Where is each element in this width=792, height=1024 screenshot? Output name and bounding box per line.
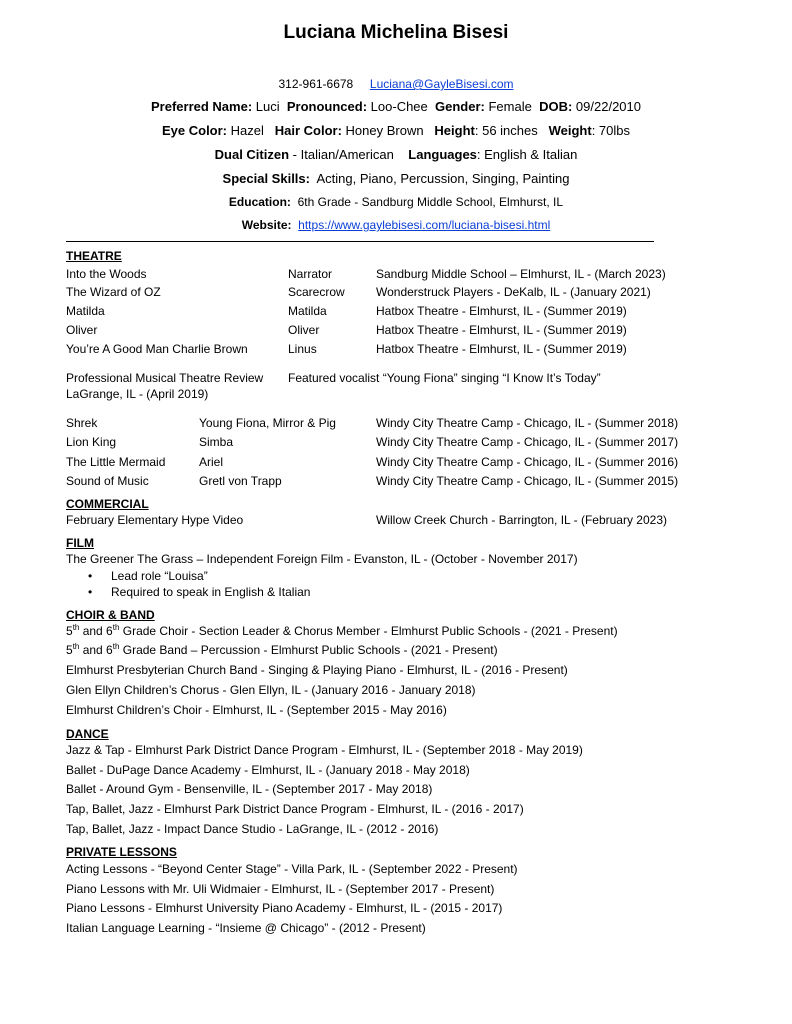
- theatre-title: Shrek: [66, 416, 98, 430]
- education: 6th Grade - Sandburg Middle School, Elmhurst, IL: [297, 195, 564, 209]
- theatre-role: Young Fiona, Mirror & Pig: [199, 416, 336, 430]
- eye-color-label: Eye Color:: [162, 123, 228, 138]
- grade-number: 5: [66, 624, 73, 638]
- choir-entry-text: Grade Band – Percussion - Elmhurst Public Schools - (2021 - Present): [119, 643, 498, 657]
- theatre-role: Simba: [199, 435, 234, 449]
- dob: 09/22/2010: [575, 99, 641, 114]
- skills-label: Special Skills:: [222, 171, 310, 186]
- website-line: [0, 218, 792, 232]
- dance-heading: DANCE: [66, 727, 109, 741]
- education-label: Education:: [228, 195, 291, 209]
- skills-line: [0, 171, 792, 186]
- lesson-entry: Italian Language Learning - “Insieme @ Chicago” - (2012 - Present): [66, 921, 426, 935]
- pronounced: Loo-Chee: [370, 99, 428, 114]
- personal-info-line-2: [0, 123, 792, 138]
- citizen-line: [0, 147, 792, 162]
- theatre-title: The Little Mermaid: [66, 455, 166, 469]
- choir-entry: Elmhurst Children’s Choir - Elmhurst, IL - (September 2015 - May 2016): [66, 703, 447, 717]
- phone: 312-961-6678: [278, 77, 354, 91]
- ordinal-suffix: th: [112, 623, 120, 632]
- theatre-venue: Windy City Theatre Camp - Chicago, IL - (Summer 2018): [376, 416, 679, 430]
- ordinal-suffix: th: [72, 623, 80, 632]
- theatre-title: Lion King: [66, 435, 117, 449]
- theatre-role: Linus: [288, 342, 317, 356]
- film-heading: FILM: [66, 536, 94, 550]
- gender: Female: [488, 99, 532, 114]
- review-description: Featured vocalist “Young Fiona” singing “I Know It’s Today”: [288, 371, 601, 385]
- theatre-title: Into the Woods: [66, 267, 147, 281]
- theatre-role: Scarecrow: [288, 285, 345, 299]
- theatre-title: Oliver: [66, 323, 98, 337]
- film-entry: The Greener The Grass – Independent Foreign Film - Evanston, IL - (October - November 2017): [66, 552, 578, 566]
- preferred-name: Luci: [255, 99, 280, 114]
- ordinal-suffix: th: [72, 642, 80, 651]
- theatre-venue: Windy City Theatre Camp - Chicago, IL - (Summer 2015): [376, 474, 679, 488]
- weight: : 70lbs: [591, 123, 630, 138]
- theatre-title: Matilda: [66, 304, 105, 318]
- theatre-role: Oliver: [288, 323, 320, 337]
- dance-entry: Tap, Ballet, Jazz - Elmhurst Park District Dance Program - Elmhurst, IL - (2016 - 2017): [66, 802, 524, 816]
- choir-heading: CHOIR & BAND: [66, 608, 155, 622]
- dance-entry: Jazz & Tap - Elmhurst Park District Dance Program - Elmhurst, IL - (September 2018 - May 2019): [66, 743, 583, 757]
- choir-entry: Elmhurst Presbyterian Church Band - Singing & Playing Piano - Elmhurst, IL - (2016 - Present): [66, 663, 568, 677]
- pronounced-label: Pronounced:: [286, 99, 368, 114]
- theatre-title: You’re A Good Man Charlie Brown: [66, 342, 248, 356]
- eye-color: Hazel: [230, 123, 264, 138]
- height: : 56 inches: [474, 123, 538, 138]
- weight-label: Weight: [548, 123, 592, 138]
- website-link[interactable]: https://www.gaylebisesi.com/luciana-bisesi.html: [298, 218, 551, 232]
- dance-entry: Ballet - Around Gym - Bensenville, IL - (September 2017 - May 2018): [66, 782, 433, 796]
- theatre-role: Matilda: [288, 304, 327, 318]
- website-label: Website:: [241, 218, 292, 232]
- theatre-venue: Windy City Theatre Camp - Chicago, IL - (Summer 2017): [376, 435, 679, 449]
- theatre-venue: Windy City Theatre Camp - Chicago, IL - (Summer 2016): [376, 455, 679, 469]
- commercial-title: February Elementary Hype Video: [66, 513, 244, 527]
- choir-entry: [66, 624, 618, 638]
- gender-label: Gender:: [435, 99, 485, 114]
- dance-entry: Ballet - DuPage Dance Academy - Elmhurst, IL - (January 2018 - May 2018): [66, 763, 470, 777]
- personal-info-line-1: [0, 99, 792, 114]
- languages: : English & Italian: [476, 147, 578, 162]
- lesson-entry: Piano Lessons - Elmhurst University Piano Academy - Elmhurst, IL - (2015 - 2017): [66, 901, 503, 915]
- theatre-role: Ariel: [199, 455, 224, 469]
- theatre-heading: THEATRE: [66, 249, 122, 263]
- theatre-venue: Hatbox Theatre - Elmhurst, IL - (Summer 2019): [376, 304, 627, 318]
- theatre-venue: Hatbox Theatre - Elmhurst, IL - (Summer 2019): [376, 342, 627, 356]
- hair-color-label: Hair Color:: [274, 123, 342, 138]
- preferred-name-label: Preferred Name:: [151, 99, 253, 114]
- choir-entry: Glen Ellyn Children’s Chorus - Glen Ellyn, IL - (January 2016 - January 2018): [66, 683, 476, 697]
- grade-number: and 6: [79, 624, 113, 638]
- citizen: - Italian/American: [292, 147, 394, 162]
- theatre-title: Sound of Music: [66, 474, 149, 488]
- hair-color: Honey Brown: [345, 123, 424, 138]
- dob-label: DOB:: [539, 99, 573, 114]
- theatre-venue: Sandburg Middle School – Elmhurst, IL - (March 2023): [376, 267, 666, 281]
- review-title: Professional Musical Theatre Review: [66, 371, 264, 385]
- skills: Acting, Piano, Percussion, Singing, Painting: [316, 171, 570, 186]
- film-bullet: Required to speak in English & Italian: [111, 585, 311, 599]
- citizen-label: Dual Citizen: [214, 147, 290, 162]
- lessons-heading: PRIVATE LESSONS: [66, 845, 177, 859]
- bullet-icon: •: [88, 569, 93, 583]
- choir-entry: [66, 643, 498, 657]
- theatre-venue: Hatbox Theatre - Elmhurst, IL - (Summer 2019): [376, 323, 627, 337]
- commercial-heading: COMMERCIAL: [66, 497, 149, 511]
- choir-entry-text: Grade Choir - Section Leader & Chorus Member - Elmhurst Public Schools - (2021 - Present): [119, 624, 618, 638]
- film-bullet: Lead role “Louisa”: [111, 569, 208, 583]
- theatre-venue: Wonderstruck Players - DeKalb, IL - (January 2021): [376, 285, 651, 299]
- education-line: [0, 195, 792, 209]
- review-place: LaGrange, IL - (April 2019): [66, 387, 209, 401]
- grade-number: and 6: [79, 643, 113, 657]
- theatre-title: The Wizard of OZ: [66, 285, 161, 299]
- theatre-role: Gretl von Trapp: [199, 474, 282, 488]
- header-divider: [66, 241, 654, 242]
- resume-name: Luciana Michelina Bisesi: [283, 22, 509, 43]
- contact-line: [0, 77, 792, 91]
- grade-number: 5: [66, 643, 73, 657]
- lesson-entry: Acting Lessons - “Beyond Center Stage” - Villa Park, IL - (September 2022 - Present): [66, 862, 518, 876]
- commercial-venue: Willow Creek Church - Barrington, IL - (February 2023): [376, 513, 667, 527]
- email-link[interactable]: Luciana@GayleBisesi.com: [369, 77, 514, 91]
- ordinal-suffix: th: [112, 642, 120, 651]
- dance-entry: Tap, Ballet, Jazz - Impact Dance Studio - LaGrange, IL - (2012 - 2016): [66, 822, 439, 836]
- languages-label: Languages: [408, 147, 477, 162]
- theatre-role: Narrator: [288, 267, 333, 281]
- lesson-entry: Piano Lessons with Mr. Uli Widmaier - Elmhurst, IL - (September 2017 - Present): [66, 882, 495, 896]
- bullet-icon: •: [88, 585, 93, 599]
- height-label: Height: [434, 123, 475, 138]
